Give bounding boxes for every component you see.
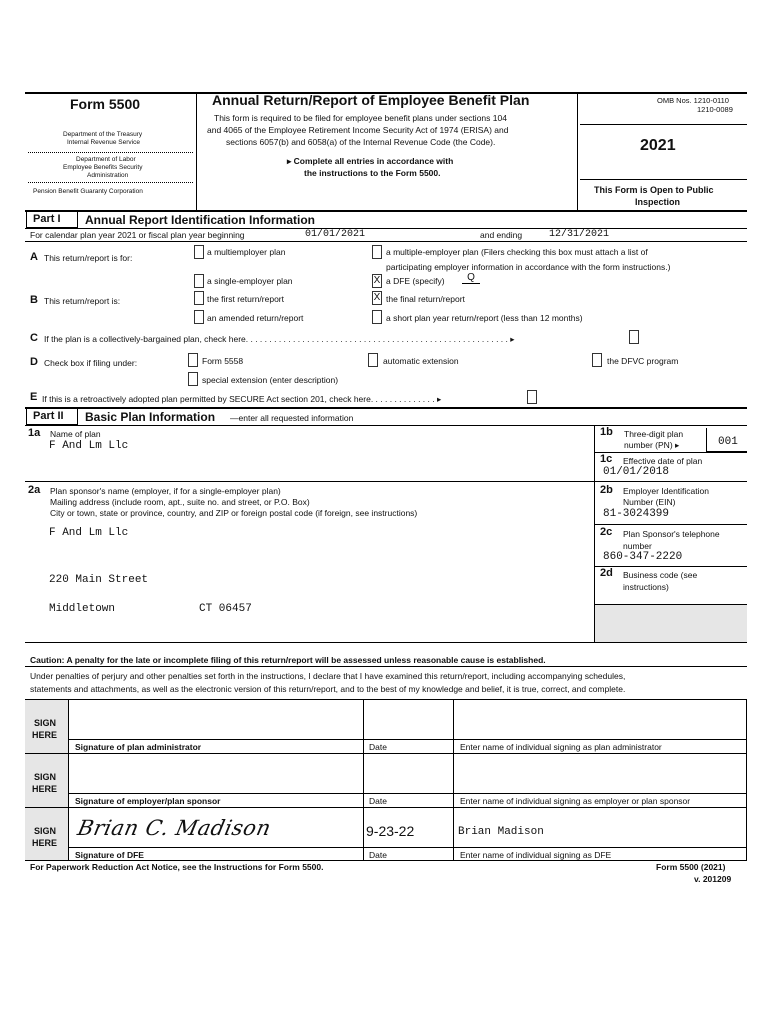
caution-text-2: statements and attachments, as well as the electronic version of this return/report, and to the best of my knowledge and belief, it is true, correct, and complete.: [30, 684, 626, 694]
amended-return-label: an amended return/report: [207, 313, 304, 323]
complete-line-1: ▸ Complete all entries in accordance with: [287, 156, 454, 166]
part1-title: Annual Report Identification Information: [85, 213, 315, 227]
omb-number: OMB Nos. 1210-0110: [657, 96, 729, 105]
admin-signature-field[interactable]: [70, 702, 360, 738]
signature-bottom-rule: [25, 860, 747, 861]
line-1b-label-2: number (PN) ▸: [624, 440, 680, 450]
admin-name-field[interactable]: [456, 702, 744, 738]
line-2d-number: 2d: [600, 567, 613, 579]
first-return-checkbox[interactable]: [194, 291, 204, 305]
line-2b-number: 2b: [600, 484, 613, 496]
sponsor-street-value[interactable]: 220 Main Street: [49, 574, 149, 586]
secure-act-checkbox[interactable]: [527, 390, 537, 404]
line-2d-rule: [594, 604, 747, 605]
omb-number-2: 1210-0089: [697, 105, 733, 114]
header-divider-left: [196, 92, 197, 210]
automatic-extension-label: automatic extension: [383, 356, 459, 366]
line-2c-label-2: number: [623, 541, 652, 551]
plan-name-value[interactable]: F And Lm Llc: [49, 440, 129, 452]
form-title: Form 5500: [70, 96, 141, 112]
multiple-employer-label-1: a multiple-employer plan (Filers checking this box must attach a list of: [386, 247, 648, 257]
row1-bottom-rule: [25, 753, 747, 754]
dfe-signature-label: Signature of DFE: [75, 850, 144, 860]
dept-separator-2: [28, 182, 193, 183]
form-5558-label: Form 5558: [202, 356, 244, 366]
single-employer-checkbox[interactable]: [194, 274, 204, 288]
special-extension-label: special extension (enter description): [202, 375, 339, 385]
row2-bottom-rule: [25, 807, 747, 808]
sponsor-state-zip-value[interactable]: CT 06457: [199, 603, 252, 615]
sponsor-name-value[interactable]: F And Lm Llc: [49, 527, 129, 539]
line-1-bottom-rule: [25, 481, 747, 482]
single-employer-label: a single-employer plan: [207, 276, 293, 286]
sign-here-3b: HERE: [32, 838, 58, 848]
part2-subtitle: —enter all requested information: [230, 413, 354, 423]
plan-year-begin[interactable]: 01/01/2021: [305, 229, 366, 240]
caution-rule: [25, 666, 747, 667]
multiple-employer-label-2: participating employer information in accordance with the form instructions.): [386, 262, 671, 272]
calendar-label: For calendar plan year 2021 or fiscal plan year beginning: [30, 230, 245, 240]
dept-treasury: Department of the Treasury: [63, 131, 143, 138]
ein-value[interactable]: 81-3024399: [603, 508, 670, 520]
name-col-divider: [453, 699, 454, 860]
admin-signature-label: Signature of plan administrator: [75, 742, 202, 752]
sponsor-name-field[interactable]: [456, 756, 744, 792]
short-plan-year-label: a short plan year return/report (less than 12 months): [386, 313, 583, 323]
phone-value[interactable]: 860-347-2220: [603, 551, 683, 563]
desc-line-3: sections 6057(b) and 6058(a) of the Internal Revenue Code (the Code).: [226, 137, 496, 147]
line-2d-label-2: instructions): [623, 582, 669, 592]
short-plan-year-checkbox[interactable]: [372, 310, 382, 324]
header-divider-right: [577, 92, 578, 210]
signature-top-rule: [25, 699, 747, 700]
amended-return-checkbox[interactable]: [194, 310, 204, 324]
line-2c-rule: [594, 566, 747, 567]
dfe-label: a DFE (specify): [386, 276, 445, 286]
dfe-name-value[interactable]: Brian Madison: [458, 826, 544, 838]
multiemployer-checkbox[interactable]: [194, 245, 204, 259]
dfe-name-label: Enter name of individual signing as DFE: [460, 850, 612, 860]
dept-irs: Internal Revenue Service: [67, 139, 140, 146]
line-b-label: This return/report is:: [44, 296, 121, 306]
right-border: [746, 699, 747, 860]
part2-title-rule: [25, 425, 747, 426]
final-return-label: the final return/report: [386, 294, 465, 304]
tax-year: 2021: [640, 137, 676, 154]
admin-date-label: Date: [369, 742, 387, 752]
effective-date-value[interactable]: 01/01/2018: [603, 466, 670, 478]
calendar-rule: [25, 241, 747, 242]
sign-here-2a: SIGN: [34, 772, 57, 782]
ending-label: and ending: [480, 230, 523, 240]
dfe-checkbox[interactable]: X: [373, 275, 381, 286]
caution-text-1: Under penalties of perjury and other penalties set forth in the instructions, I declare that I have examined this return/report, including accompanying schedules,: [30, 671, 626, 681]
part2-tag: Part II: [26, 408, 78, 425]
line-2a-label-3: City or town, state or province, country, and ZIP or foreign postal code (if foreign, see instructions): [50, 508, 418, 518]
dfe-type-value[interactable]: Q: [462, 272, 480, 284]
dfvc-label: the DFVC program: [607, 356, 679, 366]
automatic-extension-checkbox[interactable]: [368, 353, 378, 367]
line-2a-number: 2a: [28, 484, 41, 496]
collectively-bargained-checkbox[interactable]: [629, 330, 639, 344]
paperwork-notice: For Paperwork Reduction Act Notice, see the Instructions for Form 5500.: [30, 862, 324, 872]
line-1b-label-1: Three-digit plan: [624, 429, 684, 439]
sponsor-name-label: Enter name of individual signing as employer or plan sponsor: [460, 796, 691, 806]
line-1a-number: 1a: [28, 427, 41, 439]
line-2d-label-1: Business code (see: [623, 570, 698, 580]
part1-tag: Part I: [26, 211, 78, 228]
line-2b-label-2: Number (EIN): [623, 497, 676, 507]
sign-col-divider: [68, 699, 69, 860]
line-2b-label-1: Employer Identification: [623, 486, 709, 496]
final-return-checkbox[interactable]: X: [373, 292, 381, 303]
sponsor-date-label: Date: [369, 796, 387, 806]
dfvc-checkbox[interactable]: [592, 353, 602, 367]
sponsor-date-field[interactable]: [366, 756, 450, 792]
dept-ebsa-admin: Administration: [87, 172, 129, 179]
row1-sig-line: [68, 739, 746, 740]
line-a-label: This return/report is for:: [44, 253, 133, 263]
part1-title-rule: [25, 228, 747, 229]
special-extension-checkbox[interactable]: [188, 372, 198, 386]
line-2c-label-1: Plan Sponsor's telephone: [623, 529, 720, 539]
line-1b-rule: [594, 452, 747, 453]
line-1a-label: Name of plan: [50, 429, 101, 439]
part2-title: Basic Plan Information: [85, 410, 216, 424]
sign-here-1a: SIGN: [34, 718, 57, 728]
line-c-letter: C: [30, 332, 38, 344]
year-top-rule: [580, 124, 747, 125]
line-e-label: If this is a retroactively adopted plan permitted by SECURE Act section 201, check here. . . . . . . . . . . . . . ▸: [42, 394, 442, 404]
dfe-signature[interactable]: Brian C. Madison: [75, 816, 274, 840]
business-code-field[interactable]: [595, 604, 747, 642]
open-inspection-2: Inspection: [635, 197, 681, 207]
desc-line-1: This form is required to be filed for employee benefit plans under sections 104: [214, 113, 507, 123]
first-return-label: the first return/report: [207, 294, 285, 304]
line-1c-number: 1c: [600, 453, 613, 465]
plan-year-end[interactable]: 12/31/2021: [549, 229, 610, 240]
row2-sig-line: [68, 793, 746, 794]
year-bottom-rule: [580, 179, 747, 180]
dfe-date-label: Date: [369, 850, 387, 860]
line-d-letter: D: [30, 356, 38, 368]
multiemployer-label: a multiemployer plan: [207, 247, 286, 257]
line-2c-number: 2c: [600, 526, 613, 538]
sign-here-3a: SIGN: [34, 826, 57, 836]
part1-top-rule: [25, 210, 747, 212]
sign-here-2b: HERE: [32, 784, 58, 794]
row3-sig-line: [68, 847, 746, 848]
dept-separator: [28, 152, 193, 153]
form-footer-id: Form 5500 (2021): [656, 862, 726, 872]
line-e-letter: E: [30, 391, 38, 403]
line-2b-rule: [594, 524, 747, 525]
sponsor-signature-label: Signature of employer/plan sponsor: [75, 796, 221, 806]
sponsor-city-value[interactable]: Middletown: [49, 603, 116, 615]
dept-ebsa: Employee Benefits Security: [63, 164, 143, 171]
desc-line-2: and 4065 of the Employee Retirement Income Security Act of 1974 (ERISA) and: [207, 125, 509, 135]
dept-labor: Department of Labor: [76, 156, 136, 163]
sign-here-1b: HERE: [32, 730, 58, 740]
line-b-letter: B: [30, 294, 38, 306]
admin-name-label: Enter name of individual signing as plan administrator: [460, 742, 662, 752]
form-version: v. 201209: [694, 874, 732, 884]
line-1c-label: Effective date of plan: [623, 456, 703, 466]
plan-number-value[interactable]: 001: [718, 436, 738, 448]
line-2a-label-2: Mailing address (include room, apt., suite no. and street, or P.O. Box): [50, 497, 310, 507]
complete-line-2: the instructions to the Form 5500.: [304, 168, 441, 178]
sponsor-signature-field[interactable]: [70, 756, 360, 792]
admin-date-field[interactable]: [366, 702, 450, 738]
part2-bottom-rule: [25, 642, 747, 643]
line-a-letter: A: [30, 251, 38, 263]
line-2a-label-1: Plan sponsor's name (employer, if for a single-employer plan): [50, 486, 281, 496]
caution-bold: Caution: A penalty for the late or incomplete filing of this return/report will be assessed unless reasonable cause is established.: [30, 655, 546, 665]
main-title: Annual Return/Report of Employee Benefit Plan: [212, 92, 530, 108]
part2-top-rule: [25, 407, 747, 409]
date-col-divider: [363, 699, 364, 860]
open-inspection-1: This Form is Open to Public: [594, 185, 714, 195]
dfe-date-value[interactable]: 9-23-22: [366, 823, 415, 839]
pbgc: Pension Benefit Guaranty Corporation: [33, 188, 143, 195]
line-c-label: If the plan is a collectively-bargained plan, check here. . . . . . . . . . . . . . . . . . . . . . . . . . . . . . . . . . . . . . . . . . . . . . . . . . . . . . . . ▸: [44, 334, 515, 344]
form-5558-checkbox[interactable]: [188, 353, 198, 367]
line-1b-number: 1b: [600, 426, 613, 438]
multiple-employer-checkbox[interactable]: [372, 245, 382, 259]
line-d-label: Check box if filing under:: [44, 358, 138, 368]
